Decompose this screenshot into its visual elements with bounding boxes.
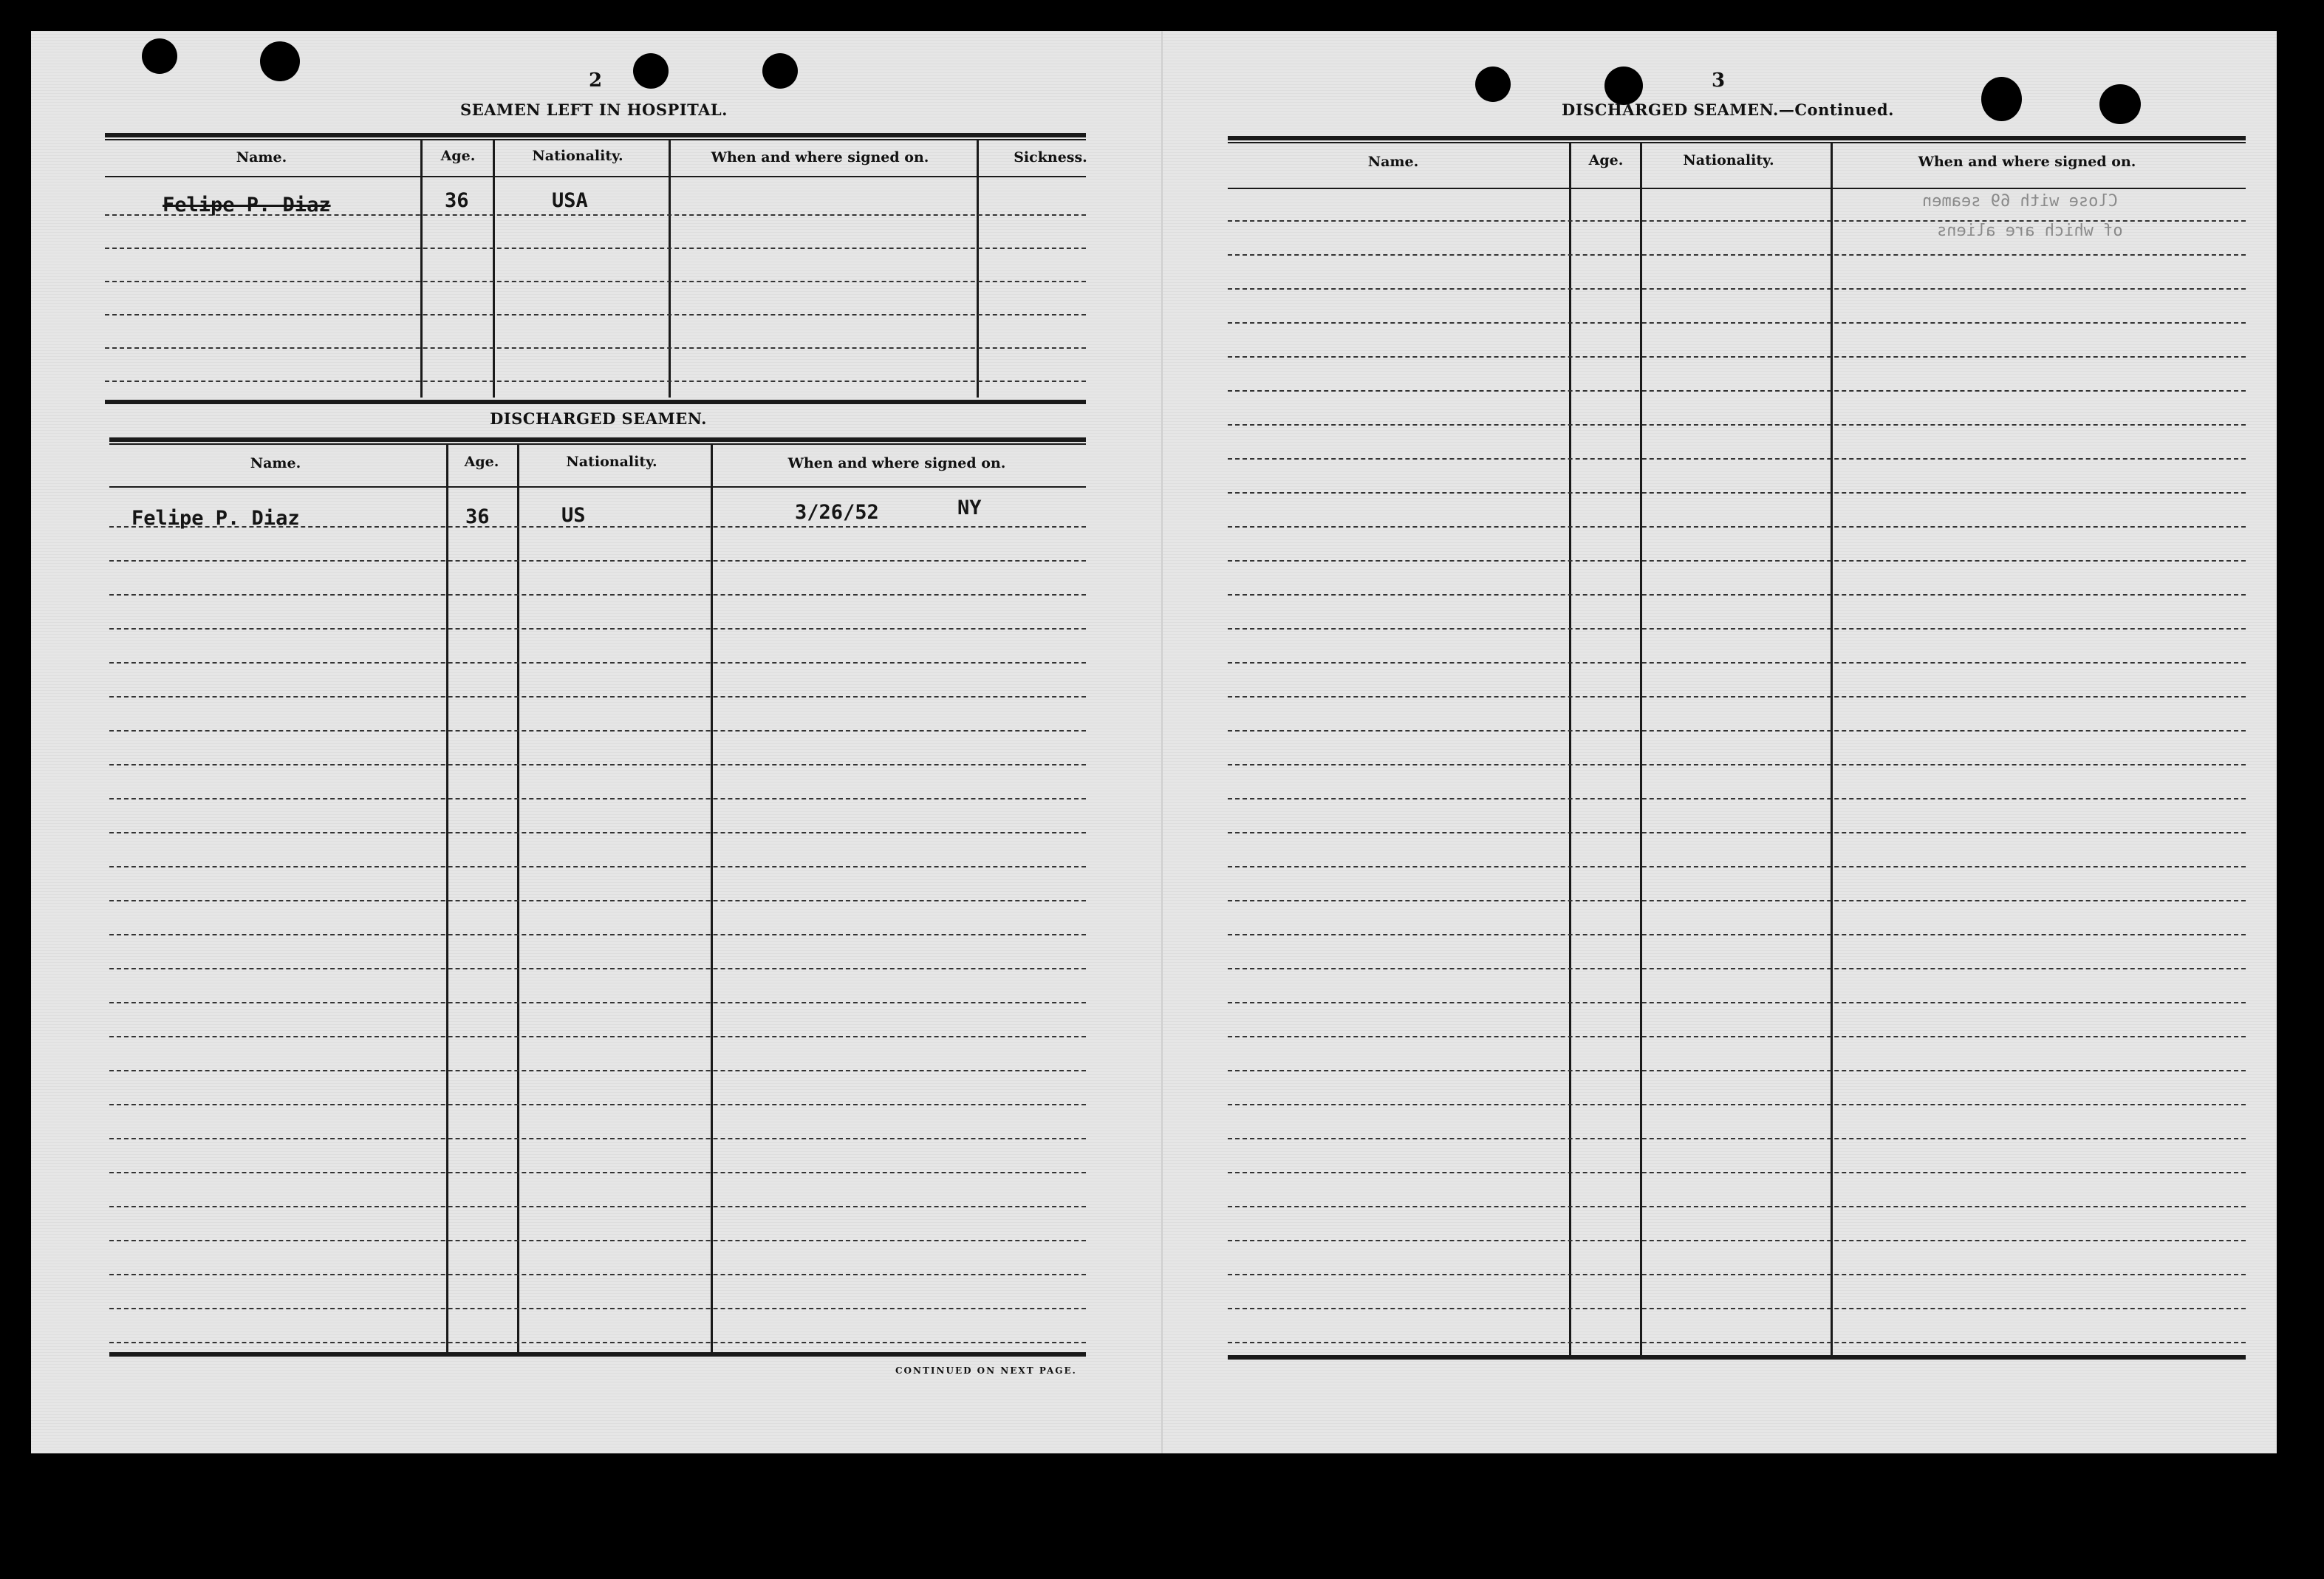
col-header-nationality: Nationality.	[566, 454, 657, 470]
page-fold	[1161, 31, 1163, 1453]
hospital-row-name: Felipe P. Diaz	[163, 194, 331, 216]
page-number-left: 2	[589, 69, 603, 92]
col-header-name: Name.	[236, 149, 287, 166]
punch-hole	[2099, 84, 2141, 124]
bleed-through-text: Close with 69 seamen	[1922, 192, 2118, 211]
hospital-table	[105, 133, 1086, 436]
discharged-row-date: 3/26/52	[795, 501, 879, 524]
hospital-row-age: 36	[445, 189, 469, 212]
hospital-row-nationality: USA	[552, 189, 588, 212]
col-header-sickness: Sickness.	[1014, 149, 1087, 166]
col-header-signed-on: When and where signed on.	[1918, 154, 2136, 170]
continued-footer: CONTINUED ON NEXT PAGE.	[895, 1365, 1077, 1376]
punch-hole	[1604, 66, 1643, 105]
col-header-nationality: Nationality.	[1683, 152, 1774, 168]
discharged-continued-title: DISCHARGED SEAMEN.—Continued.	[1562, 100, 1894, 119]
document-sheet	[31, 31, 2277, 1453]
discharged-row-name: Felipe P. Diaz	[131, 507, 300, 530]
punch-hole	[1475, 66, 1511, 102]
punch-hole	[762, 53, 798, 89]
col-header-age: Age.	[464, 454, 499, 470]
col-header-name: Name.	[250, 455, 301, 471]
col-header-signed-on: When and where signed on.	[787, 455, 1006, 471]
punch-hole	[260, 41, 300, 81]
bleed-through-text: of which are aliens	[1937, 222, 2123, 240]
discharged-table-right	[1228, 136, 2246, 1392]
discharged-table-left	[109, 437, 1086, 1391]
col-header-signed-on: When and where signed on.	[711, 149, 929, 166]
discharged-row-place: NY	[957, 497, 982, 519]
hospital-title: SEAMEN LEFT IN HOSPITAL.	[460, 100, 728, 119]
col-header-nationality: Nationality.	[532, 148, 623, 164]
punch-hole	[142, 38, 177, 74]
col-header-age: Age.	[1588, 152, 1624, 168]
punch-hole	[1981, 77, 2022, 121]
discharged-title: DISCHARGED SEAMEN.	[490, 409, 707, 428]
col-header-name: Name.	[1367, 154, 1419, 170]
discharged-row-age: 36	[465, 505, 490, 528]
col-header-age: Age.	[440, 148, 476, 164]
page-number-right: 3	[1712, 69, 1726, 92]
punch-hole	[633, 53, 669, 89]
discharged-row-nationality: US	[561, 504, 586, 527]
